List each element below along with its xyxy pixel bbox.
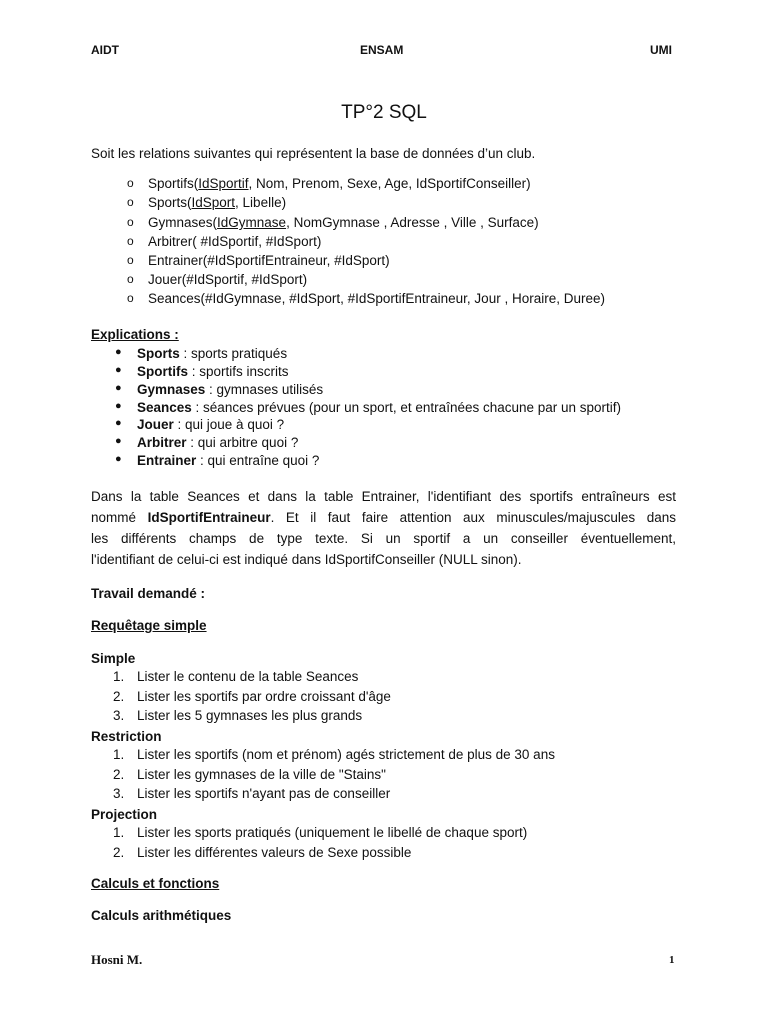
travail-heading: Travail demandé :	[91, 586, 206, 601]
primary-key: IdSportif	[198, 176, 249, 191]
list-item: ● Arbitrer : qui arbitre quoi ?	[115, 435, 299, 450]
description-paragraph	[91, 486, 676, 570]
list-item: 1. Lister les sports pratiqués (uniquement le libellé de chaque sport)	[113, 825, 528, 840]
header-left: AIDT	[91, 43, 119, 57]
primary-key: IdSport	[191, 195, 236, 210]
list-item: 2. Lister les gymnases de la ville de "Stains"	[113, 767, 386, 782]
list-item: 2. Lister les différentes valeurs de Sexe possible	[113, 845, 412, 860]
list-bullet: o	[127, 272, 134, 286]
calculs-arith-heading: Calculs arithmétiques	[91, 908, 232, 923]
header-right: UMI	[650, 43, 672, 57]
bullet-icon: ●	[115, 400, 122, 412]
list-item: ● Seances : séances prévues (pour un sport, et entraînées chacune par un sportif)	[115, 400, 622, 415]
paragraph-line: les différents champs de type texte. Si un sportif a un conseiller éventuellement,	[91, 531, 676, 546]
list-item: 1. Lister le contenu de la table Seances	[113, 669, 359, 684]
group-title-simple: Simple	[91, 651, 136, 666]
relation-item: o Seances(#IdGymnase, #IdSport, #IdSportifEntraineur, Jour , Horaire, Duree)	[127, 291, 605, 306]
relation-item: o Arbitrer( #IdSportif, #IdSport)	[127, 234, 322, 249]
bullet-icon: ●	[115, 453, 122, 465]
list-bullet: o	[127, 215, 134, 229]
paragraph-line: l'identifiant de celui-ci est indiqué dans IdSportifConseiller (NULL sinon).	[91, 552, 522, 567]
list-item: 1. Lister les sportifs (nom et prénom) agés strictement de plus de 30 ans	[113, 747, 555, 762]
document-title: TP°2 SQL	[341, 102, 427, 123]
list-bullet: o	[127, 291, 134, 305]
group-title-restriction: Restriction	[91, 729, 162, 744]
list-item: 2. Lister les sportifs par ordre croissant d'âge	[113, 689, 391, 704]
bullet-icon: ●	[115, 435, 122, 447]
list-item: ● Entrainer : qui entraîne quoi ?	[115, 453, 320, 468]
list-item: 3. Lister les sportifs n'ayant pas de conseiller	[113, 786, 391, 801]
relation-item: o Gymnases(IdGymnase, NomGymnase , Adresse , Ville , Surface)	[127, 215, 539, 230]
group-title-projection: Projection	[91, 807, 158, 822]
explications-heading: Explications :	[91, 327, 179, 342]
calculs-heading: Calculs et fonctions	[91, 876, 220, 891]
primary-key: IdGymnase	[217, 215, 287, 230]
bullet-icon: ●	[115, 364, 122, 376]
relation-item: o Sports(IdSport, Libelle)	[127, 195, 287, 210]
bullet-icon: ●	[115, 382, 122, 394]
bullet-icon: ●	[115, 346, 122, 358]
list-item: ● Sports : sports pratiqués	[115, 346, 288, 361]
list-bullet: o	[127, 195, 134, 209]
list-item: ● Sportifs : sportifs inscrits	[115, 364, 289, 379]
intro-text: Soit les relations suivantes qui représentent la base de données d’un club.	[91, 146, 536, 161]
bullet-icon: ●	[115, 417, 122, 429]
list-bullet: o	[127, 253, 134, 267]
paragraph-line: nommé IdSportifEntraineur. Et il faut faire attention aux minuscules/majuscules dans	[91, 510, 676, 525]
page-number: 1	[669, 954, 675, 966]
relation-item: o Sportifs(IdSportif, Nom, Prenom, Sexe, Age, IdSportifConseiller)	[127, 176, 531, 191]
requetage-heading: Requêtage simple	[91, 618, 207, 633]
list-item: ● Jouer : qui joue à quoi ?	[115, 417, 285, 432]
list-item: 3. Lister les 5 gymnases les plus grands	[113, 708, 363, 723]
relation-item: o Jouer(#IdSportif, #IdSport)	[127, 272, 308, 287]
list-bullet: o	[127, 234, 134, 248]
list-item: ● Gymnases : gymnases utilisés	[115, 382, 324, 397]
relation-item: o Entrainer(#IdSportifEntraineur, #IdSport)	[127, 253, 390, 268]
header-center: ENSAM	[360, 43, 404, 57]
paragraph-line: Dans la table Seances et dans la table Entrainer, l'identifiant des sportifs entraîneurs est	[91, 489, 676, 504]
footer-author: Hosni M.	[91, 952, 143, 967]
list-bullet: o	[127, 176, 134, 190]
